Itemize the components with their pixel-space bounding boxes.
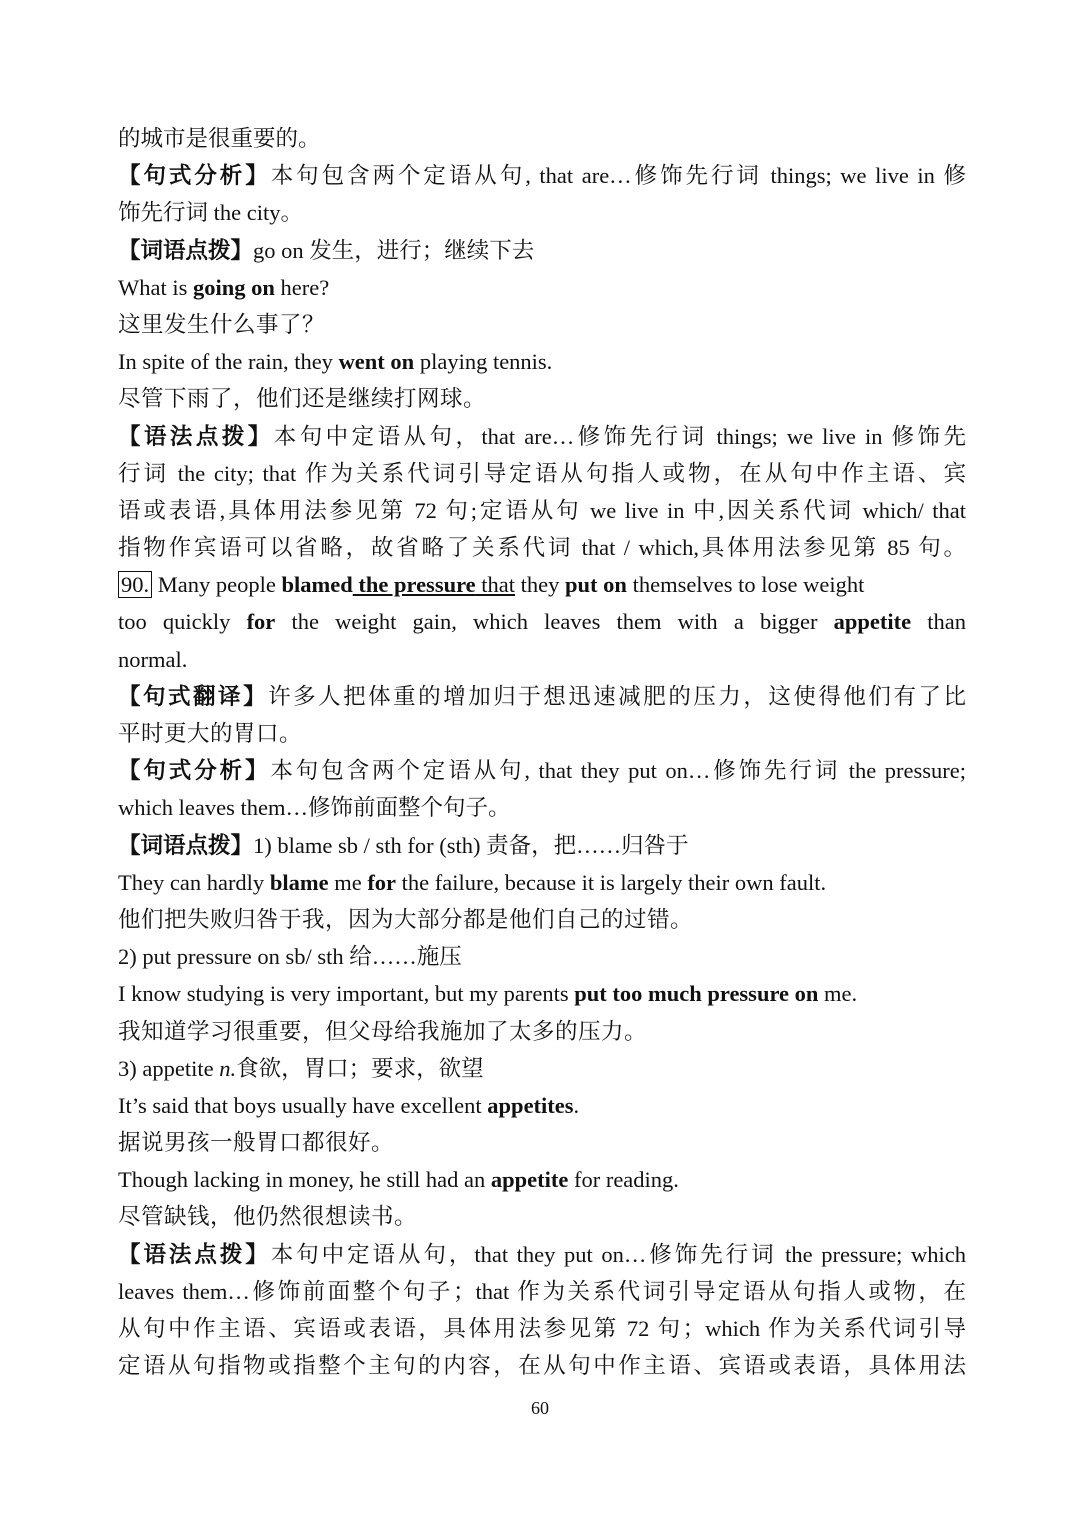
line-text: 本句中定语从句，that they put on…修饰先行词 the pressure; which (270, 1241, 966, 1267)
text-line: 语或表语,具体用法参见第 72 句;定语从句 we live in 中,因关系代词 which/ that (118, 497, 966, 523)
sentence-part: the failure, because it is largely their own fault. (396, 869, 827, 895)
sentence-part: In spite of the rain, they (118, 349, 339, 375)
section-label: 【句式分析】 (118, 758, 271, 784)
example-sentence (118, 1161, 966, 1198)
translation-line: 他们把失败归咎于我，因为大部分都是他们自己的过错。 (118, 906, 694, 932)
text-line: 从句中作主语、宾语或表语，具体用法参见第 72 句；which 作为关系代词引导 (118, 1316, 966, 1341)
key-phrase: for (367, 869, 397, 895)
sentence-part: for reading. (568, 1167, 679, 1193)
key-phrase: appetite (490, 1167, 569, 1193)
sentence-90-line: normal. (118, 646, 188, 672)
translation-line: 据说男孩一般胃口都很好。 (118, 1130, 395, 1156)
sentence-90-line (118, 566, 966, 603)
entry-meaning: 食欲，胃口；要求，欲望 (236, 1055, 484, 1081)
example-sentence (118, 975, 966, 1012)
underlined-key-phrase: the pressure (352, 572, 476, 598)
sentence-part: too quickly (118, 609, 247, 635)
sentence-part: What is (118, 274, 193, 300)
key-phrase: blamed (281, 572, 353, 598)
line-text: 许多人把体重的增加归于想迅速减肥的压力，这使得他们有了比 (268, 683, 966, 709)
line-text: go on 发生，进行；继续下去 (253, 237, 535, 263)
sentence-90-line (118, 603, 966, 640)
sentence-part: I know studying is very important, but my parents (118, 981, 575, 1007)
sentence-part: than (911, 609, 966, 635)
key-phrase: put on (565, 572, 627, 598)
text-line: 的城市是很重要的。 (118, 126, 321, 151)
example-sentence (118, 343, 966, 380)
text-line (118, 1236, 966, 1273)
text-line: which leaves them…修饰前面整个句子。 (118, 795, 511, 821)
text-line (118, 752, 966, 789)
text-line (118, 418, 966, 455)
sentence-part: Many people (152, 572, 282, 598)
sentence-part: me. (818, 981, 858, 1007)
text-line (118, 232, 966, 269)
phrase-entry: 2) put pressure on sb/ sth 给……施压 (118, 944, 462, 970)
sentence-part: the weight gain, which leaves them with a bigger (275, 609, 834, 635)
sentence-part: They can hardly (118, 869, 270, 895)
line-text: 本句中定语从句，that are…修饰先行词 things; we live in 修饰先 (273, 423, 966, 449)
text-line: leaves them…修饰前面整个句子；that 作为关系代词引导定语从句指人或物，在 (118, 1278, 966, 1304)
translation-line: 尽管下雨了，他们还是继续打网球。 (118, 386, 487, 412)
sentence-part: themselves to lose weight (626, 572, 865, 598)
sentence-part: me (328, 869, 368, 895)
text-line (118, 678, 966, 715)
line-text: 1) blame sb / sth for (sth) 责备，把……归咎于 (253, 832, 689, 858)
sentence-part: Though lacking in money, he still had an (118, 1167, 491, 1193)
section-label: 【句式翻译】 (118, 683, 269, 709)
key-phrase: appetites (487, 1092, 574, 1118)
sentence-part: . (573, 1092, 580, 1118)
part-of-speech: n. (219, 1055, 237, 1081)
phrase-entry (118, 1050, 966, 1087)
section-label: 【词语点拨】 (118, 237, 254, 263)
text-line: 指物作宾语可以省略，故省略了关系代词 that / which,具体用法参见第 85 句。 (118, 535, 966, 561)
sentence-part: here? (274, 274, 330, 300)
key-phrase: for (246, 609, 276, 635)
underlined-word: that (475, 572, 516, 598)
key-phrase: put too much pressure on (574, 981, 819, 1007)
text-line (118, 827, 966, 864)
key-phrase: going on (192, 274, 275, 300)
text-line (118, 157, 966, 194)
line-text: 本句包含两个定语从句, that are…修饰先行词 things; we live in 修 (270, 163, 966, 189)
document-body (118, 120, 966, 1384)
translation-line: 我知道学习很重要，但父母给我施加了太多的压力。 (118, 1018, 648, 1044)
key-phrase: appetite (833, 609, 912, 635)
translation-line: 这里发生什么事了？ (118, 311, 326, 337)
line-text: 本句包含两个定语从句, that they put on…修饰先行词 the pressure; (270, 758, 966, 784)
section-label: 【句式分析】 (118, 163, 271, 189)
example-sentence (118, 864, 966, 901)
example-sentence (118, 269, 966, 306)
text-line: 饰先行词 the city。 (118, 200, 303, 226)
key-phrase: blame (269, 869, 329, 895)
sentence-part: It’s said that boys usually have excellent (118, 1092, 488, 1118)
sentence-part: playing tennis. (414, 349, 553, 375)
entry-word: 3) appetite (118, 1055, 220, 1081)
page-number: 60 (531, 1398, 549, 1418)
text-line: 定语从句指物或指整个主句的内容，在从句中作主语、宾语或表语，具体用法 (118, 1353, 966, 1379)
example-sentence (118, 1087, 966, 1124)
section-label: 【词语点拨】 (118, 832, 254, 858)
section-label: 【语法点拨】 (118, 1241, 271, 1267)
sentence-part: they (515, 572, 566, 598)
sentence-number-box: 90. (118, 571, 152, 598)
key-phrase: went on (338, 349, 415, 375)
section-label: 【语法点拨】 (118, 423, 274, 449)
text-line: 行词 the city; that 作为关系代词引导定语从句指人或物，在从句中作主语、宾 (118, 460, 966, 486)
text-line: 平时更大的胃口。 (118, 721, 303, 746)
translation-line: 尽管缺钱，他仍然很想读书。 (118, 1204, 418, 1230)
